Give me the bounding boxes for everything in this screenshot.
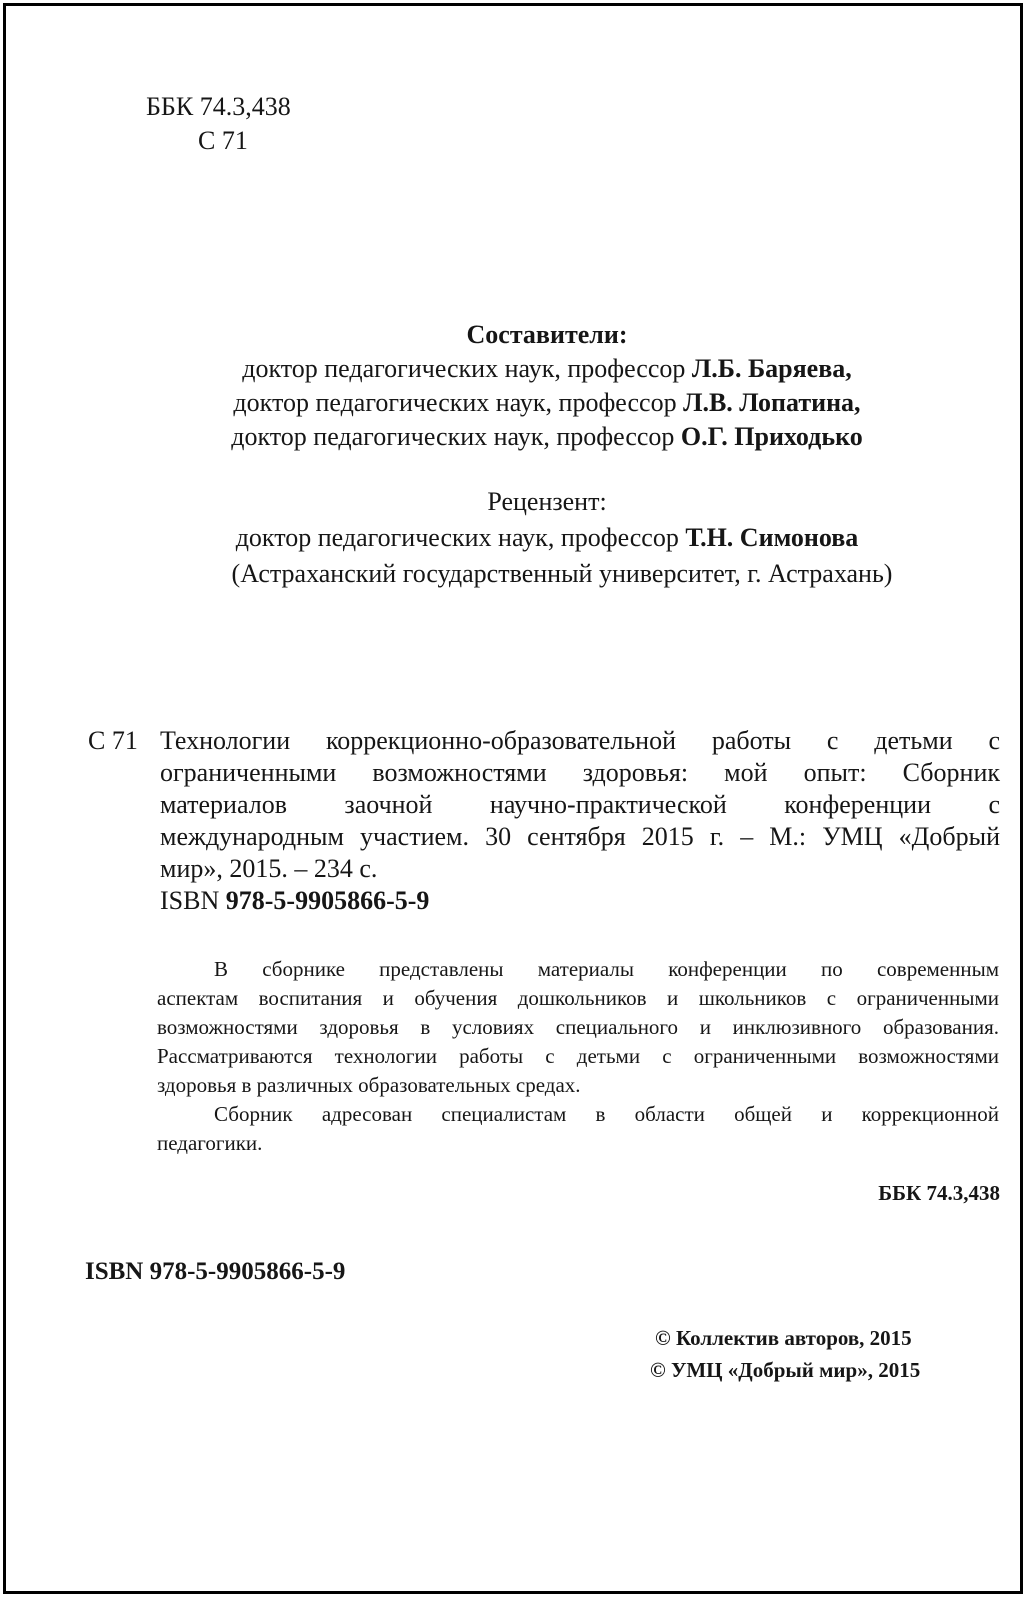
bbk-index: ББК 74.3,438 [146,92,291,121]
reviewer-name: Т.Н. Симонова [685,523,859,552]
compiler-line [150,352,944,386]
compiler-name: Л.В. Лопатина, [683,388,861,417]
reviewer-affiliation: (Астраханский государственный университет, г. Астрахань) [231,559,893,588]
abstract-line: возможностями здоровья в условиях специального и инклюзивного образования. [157,1015,999,1039]
compiler-name: Л.Б. Баряева, [691,354,852,383]
copyright-block [650,1322,920,1386]
compiler-title: доктор педагогических наук, профессор [242,354,686,383]
abstract-line: аспектам воспитания и обучения дошкольников и школьников с ограниченными [157,986,999,1010]
bibliographic-line: мир», 2015. – 234 с. [160,854,378,883]
author-sign: С 71 [198,126,248,155]
abstract [157,955,999,1158]
isbn-label: ISBN [160,886,220,915]
bibliographic-line: международным участием. 30 сентября 2015 г. – М.: УМЦ «Добрый [160,822,1000,851]
isbn-number: 978-5-9905866-5-9 [225,886,430,915]
bibliographic-line: материалов заочной научно-практической конференции с [160,790,1000,819]
abstract-line: Сборник адресован специалистам в области общей и коррекционной [214,1102,999,1126]
compiler-title: доктор педагогических наук, профессор [233,388,677,417]
abstract-line: педагогики. [157,1131,263,1155]
compiler-line [150,420,944,454]
bibliographic-code: С 71 [88,726,138,755]
abstract-line: В сборнике представлены материалы конференции по современным [214,957,999,981]
compiler-title: доктор педагогических наук, профессор [231,422,675,451]
compilers-heading: Составители: [466,320,628,349]
bibliographic-record [88,725,1000,917]
bibliographic-line: Технологии коррекционно-образовательной работы с детьми с [160,726,1000,755]
bbk-classification-top [146,90,291,158]
compiler-name: О.Г. Приходько [680,422,863,451]
copyright-line: © Коллектив авторов, 2015 [655,1326,912,1350]
compilers-block [150,318,944,454]
bibliographic-description [160,725,1000,885]
bibliographic-line: ограниченными возможностями здоровья: мой опыт: Сборник [160,758,1000,787]
reviewer-line [150,520,944,556]
abstract-line: здоровья в различных образовательных средах. [157,1073,581,1097]
reviewer-heading: Рецензент: [487,487,607,516]
isbn-footer: ISBN 978-5-9905866-5-9 [85,1258,346,1285]
copyright-line: © УМЦ «Добрый мир», 2015 [650,1358,921,1382]
compiler-line [150,386,944,420]
reviewer-title: доктор педагогических наук, профессор [235,523,679,552]
abstract-line: Рассматриваются технологии работы с детьми с ограниченными возможностями [157,1044,999,1068]
reviewer-block [150,484,944,592]
bbk-classification-bottom: ББК 74.3,438 [878,1181,1000,1205]
bibliographic-isbn [160,885,1000,917]
